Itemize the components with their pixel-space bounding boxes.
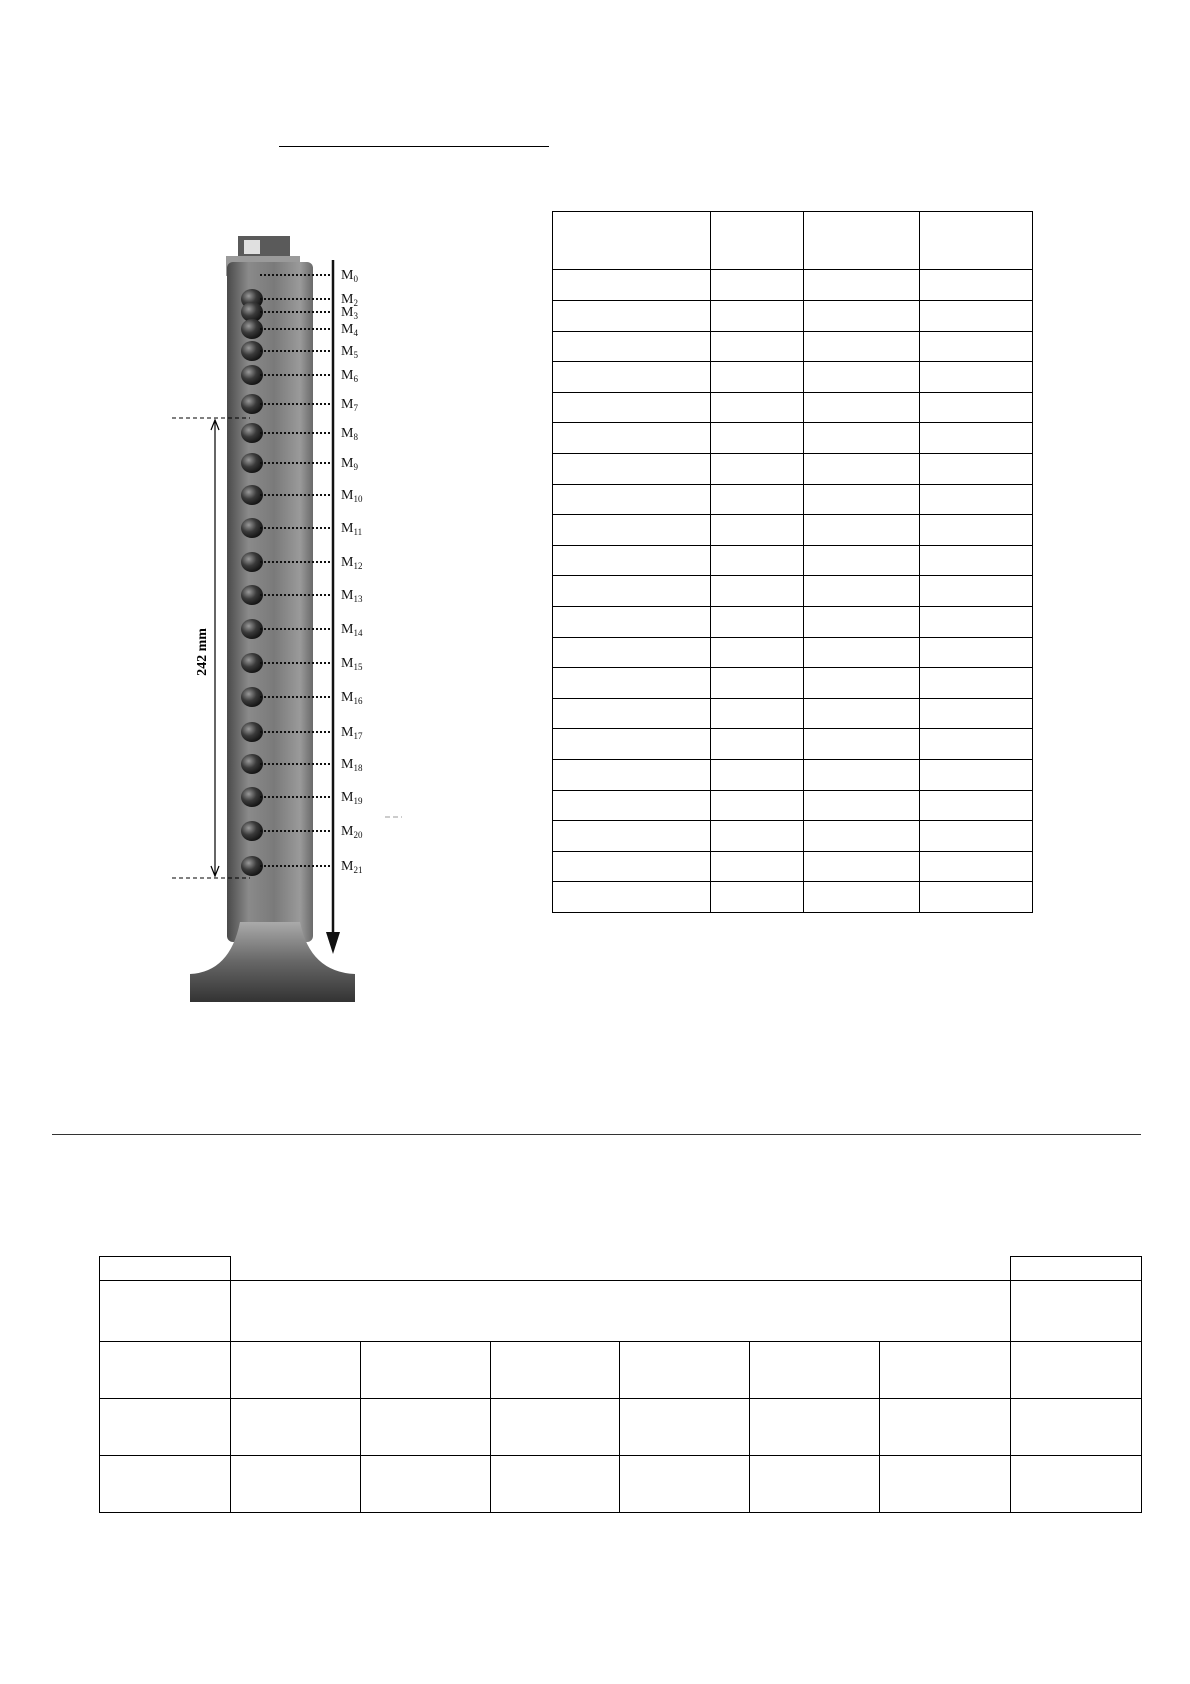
marker-label: $M_{18}$: [341, 757, 363, 773]
marker-label: $M_{15}$: [341, 656, 363, 672]
table-row: [553, 576, 1033, 607]
falling-ball: [241, 687, 263, 707]
title-underline: [279, 146, 549, 147]
table-cell: [710, 576, 804, 607]
table-cell: [710, 637, 804, 668]
table-row: [100, 1456, 1142, 1513]
marker-label: $M_{14}$: [341, 622, 363, 638]
table-cell: [710, 851, 804, 882]
falling-ball: [241, 394, 263, 414]
table-row: [553, 270, 1033, 301]
table-cell: [920, 362, 1033, 393]
table-cell: [490, 1399, 620, 1456]
table-cell: [553, 882, 711, 913]
falling-ball: [241, 423, 263, 443]
table-cell: [553, 821, 711, 852]
table-row: [553, 821, 1033, 852]
table-row: [553, 545, 1033, 576]
table-cell: [710, 301, 804, 332]
table-row: [553, 851, 1033, 882]
table-cell: [553, 270, 711, 301]
marker-label: $M_9$: [341, 456, 358, 472]
table-cell: [920, 759, 1033, 790]
falling-ball: [241, 518, 263, 538]
table-cell: [880, 1399, 1011, 1456]
table-cell: [804, 576, 920, 607]
table-cell: [710, 454, 804, 485]
table-cell: [553, 790, 711, 821]
table-cell: [920, 698, 1033, 729]
falling-ball: [241, 341, 263, 361]
table-row: [553, 882, 1033, 913]
table-cell: [804, 423, 920, 454]
table-cell: [360, 1342, 490, 1399]
table-cell: [920, 331, 1033, 362]
table-cell: [553, 759, 711, 790]
table-cell: [804, 331, 920, 362]
table-cell: [710, 362, 804, 393]
table-cell: [920, 270, 1033, 301]
table-cell: [100, 1342, 231, 1399]
distance-label: 242 mm: [195, 628, 210, 676]
table-header-row: [553, 212, 1033, 270]
table-cell: [553, 484, 711, 515]
measurement-table: [552, 211, 1033, 913]
marker-label: $M_{19}$: [341, 790, 363, 806]
table-cell: [230, 1342, 360, 1399]
marker-label: $M_8$: [341, 426, 358, 442]
table-cell: [553, 212, 711, 270]
table-cell: [553, 851, 711, 882]
table-row: [553, 392, 1033, 423]
table-cell: [920, 851, 1033, 882]
table-cell: [710, 759, 804, 790]
table-cell: [620, 1399, 750, 1456]
table-row: [553, 454, 1033, 485]
table-cell: [100, 1456, 231, 1513]
marker-label: $M_2$: [341, 292, 358, 308]
table-row: [553, 607, 1033, 638]
table-cell: [553, 362, 711, 393]
table-cell: [880, 1456, 1011, 1513]
table-cell: [920, 882, 1033, 913]
marker-label: $M_7$: [341, 397, 358, 413]
marker-label: $M_{12}$: [341, 555, 363, 571]
table-cell: [750, 1342, 880, 1399]
table-cell: [920, 545, 1033, 576]
table-cell: [553, 637, 711, 668]
marker-label: $M_{11}$: [341, 521, 363, 537]
falling-ball: [241, 453, 263, 473]
falling-ball: [241, 619, 263, 639]
marker-label: $M_5$: [341, 344, 358, 360]
table-cell: [553, 729, 711, 760]
table-cell: [920, 790, 1033, 821]
table-row: [553, 423, 1033, 454]
table-row: [553, 790, 1033, 821]
table-merged-cell: [230, 1281, 1010, 1342]
table-cell: [490, 1342, 620, 1399]
table-cell: [920, 454, 1033, 485]
table-cell: [710, 515, 804, 546]
table-row: [100, 1342, 1142, 1399]
table-row: [553, 301, 1033, 332]
table-cell: [920, 515, 1033, 546]
marker-label: $M_{21}$: [341, 859, 363, 875]
table-row: [553, 484, 1033, 515]
table-cell: [553, 454, 711, 485]
marker-label: $M_{13}$: [341, 588, 363, 604]
table-row: [553, 515, 1033, 546]
table-cell: [553, 331, 711, 362]
table-cell: [710, 607, 804, 638]
table-row: [553, 759, 1033, 790]
table-cell: [710, 484, 804, 515]
table-cell: [710, 212, 804, 270]
table-cell: [750, 1399, 880, 1456]
table-cell: [804, 637, 920, 668]
table-cell: [710, 270, 804, 301]
table-row: [100, 1399, 1142, 1456]
table-row: [553, 362, 1033, 393]
table-cell: [710, 331, 804, 362]
marker-label: $M_{17}$: [341, 725, 363, 741]
table-cell: [620, 1342, 750, 1399]
table-cell: [1011, 1281, 1142, 1342]
table-cell: [920, 729, 1033, 760]
table-cell: [804, 545, 920, 576]
table-cell: [920, 392, 1033, 423]
table-cell: [230, 1399, 360, 1456]
table-cell: [710, 392, 804, 423]
table-cell: [804, 454, 920, 485]
table-cell: [920, 607, 1033, 638]
table-cell: [920, 821, 1033, 852]
table-cell: [230, 1456, 360, 1513]
table-cell: [750, 1456, 880, 1513]
table-cell: [710, 698, 804, 729]
table-cell: [804, 821, 920, 852]
table-cell: [1011, 1399, 1142, 1456]
table-cell: [710, 790, 804, 821]
table-cell: [360, 1399, 490, 1456]
table-cell: [920, 637, 1033, 668]
table-cell: [553, 392, 711, 423]
falling-ball: [241, 319, 263, 339]
table-gap: [230, 1257, 1010, 1281]
falling-ball: [241, 821, 263, 841]
table-cell: [920, 576, 1033, 607]
table-cell: [553, 515, 711, 546]
marker-label: $M_3$: [341, 305, 358, 321]
table-cell: [804, 607, 920, 638]
marker-label: $M_{16}$: [341, 690, 363, 706]
table-cell: [710, 882, 804, 913]
marker-label: $M_6$: [341, 368, 358, 384]
section-separator: [52, 1134, 1141, 1135]
table-cell: [804, 362, 920, 393]
table-row: [553, 331, 1033, 362]
table-cell: [804, 301, 920, 332]
falling-ball: [241, 653, 263, 673]
falling-ball: [241, 754, 263, 774]
table-cell: [553, 607, 711, 638]
falling-ball: [241, 856, 263, 876]
marker-label: $M_4$: [341, 322, 358, 338]
table-cell: [1011, 1456, 1142, 1513]
table-cell: [553, 698, 711, 729]
falling-ball: [241, 365, 263, 385]
cylinder-tube: [227, 262, 313, 942]
table-cell: [710, 423, 804, 454]
table-cell: [804, 698, 920, 729]
table-cell: [804, 882, 920, 913]
falling-ball: [241, 552, 263, 572]
table-cell: [100, 1257, 231, 1281]
table-cell: [360, 1456, 490, 1513]
table-cell: [553, 301, 711, 332]
cylinder-figure: [170, 232, 405, 1002]
table-cell: [710, 545, 804, 576]
table-cell: [490, 1456, 620, 1513]
table-row: [553, 698, 1033, 729]
table-cell: [100, 1281, 231, 1342]
falling-ball: [241, 485, 263, 505]
marker-label: $M_{20}$: [341, 824, 363, 840]
falling-ball: [241, 787, 263, 807]
table-cell: [804, 270, 920, 301]
marker-label: $M_0$: [341, 268, 358, 284]
table-cell: [804, 212, 920, 270]
table-cell: [804, 515, 920, 546]
table-cell: [920, 301, 1033, 332]
table-cell: [553, 576, 711, 607]
table-cell: [710, 729, 804, 760]
falling-ball: [241, 585, 263, 605]
table-cell: [920, 484, 1033, 515]
table-cell: [804, 790, 920, 821]
falling-ball: [241, 722, 263, 742]
table-cell: [804, 484, 920, 515]
table-cell: [710, 668, 804, 699]
summary-table: [99, 1256, 1142, 1513]
table-cell: [1011, 1342, 1142, 1399]
table-cell: [804, 759, 920, 790]
table-cell: [620, 1456, 750, 1513]
marker-label: $M_{10}$: [341, 488, 363, 504]
table-cell: [920, 668, 1033, 699]
table-row: [553, 668, 1033, 699]
table-cell: [100, 1399, 231, 1456]
table-cell: [553, 545, 711, 576]
table-cell: [880, 1342, 1011, 1399]
table-cell: [804, 851, 920, 882]
table-row: [553, 729, 1033, 760]
table-cell: [553, 423, 711, 454]
table-cell: [920, 212, 1033, 270]
table-cell: [710, 821, 804, 852]
table-cell: [804, 392, 920, 423]
table-cell: [920, 423, 1033, 454]
table-cell: [804, 729, 920, 760]
table-row: [100, 1257, 1142, 1281]
table-cell: [804, 668, 920, 699]
table-cell: [553, 668, 711, 699]
table-row: [100, 1281, 1142, 1342]
table-row: [553, 637, 1033, 668]
table-cell: [1011, 1257, 1142, 1281]
